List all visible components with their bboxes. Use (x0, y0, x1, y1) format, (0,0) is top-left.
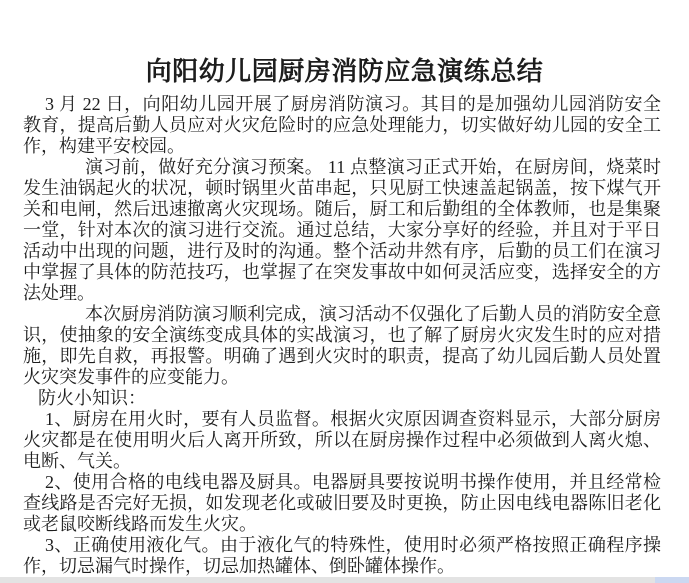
paragraph-tip-2: 2、使用合格的电线电器及厨具。电器厨具要按说明书操作使用，并且经常检查线路是否完好无损，如发现老化或破旧要及时更换，防止因电线电器陈旧老化或老鼠咬断线路而发生火灾。 (23, 472, 661, 534)
paragraph-intro: 3 月 22 日，向阳幼儿园开展了厨房消防演习。其目的是加强幼儿园消防安全教育，提高后勤人员应对火灾危险时的应急处理能力，切实做好幼儿园的安全工作，构建平安校园。 (23, 94, 661, 156)
paragraph-tip-1: 1、厨房在用火时，要有人员监督。根据火灾原因调查资料显示，大部分厨房火灾都是在使用明火后人离开所致，所以在厨房操作过程中必须做到人离火熄、电断、气关。 (23, 409, 661, 471)
document-body (23, 94, 661, 577)
paragraph-drill-result: 本次厨房消防演习顺利完成，演习活动不仅强化了后勤人员的消防安全意识，使抽象的安全演练变成具体的实战演习，也了解了厨房火灾发生时的应对措施，即先自救，再报警。明确了遇到火灾时的职责，提高了幼儿园后勤人员处置火灾突发事件的应变能力。 (23, 304, 661, 387)
paragraph-tips-heading: 防火小知识： (38, 388, 146, 408)
document-title: 向阳幼儿园厨房消防应急演练总结 (145, 57, 544, 87)
paragraph-drill-process: 演习前，做好充分演习预案。 11 点整演习正式开始，在厨房间，烧菜时发生油锅起火的状况，顿时锅里火苗串起，只见厨工快速盖起锅盖，按下煤气开关和电闸，然后迅速撤离火灾现场。随后，厨工和后勤组的全体教师，也是集聚一堂，针对本次的演习进行交流。通过总结，大家分享好的经验，并且对于平日活动中出现的问题，进行及时的沟通。整个活动井然有序，后勤的员工们在演习中掌握了具体的防范技巧，也掌握了在突发事故中如何灵活应变，选择安全的方法处理。 (23, 157, 661, 303)
paragraph-tip-3: 3、正确使用液化气。由于液化气的特殊性，使用时必须严格按照正确程序操作，切忌漏气时操作，切忌加热罐体、倒卧罐体操作。 (23, 535, 661, 576)
scrollbar-thumb[interactable] (655, 577, 689, 583)
horizontal-scrollbar[interactable] (0, 577, 689, 583)
